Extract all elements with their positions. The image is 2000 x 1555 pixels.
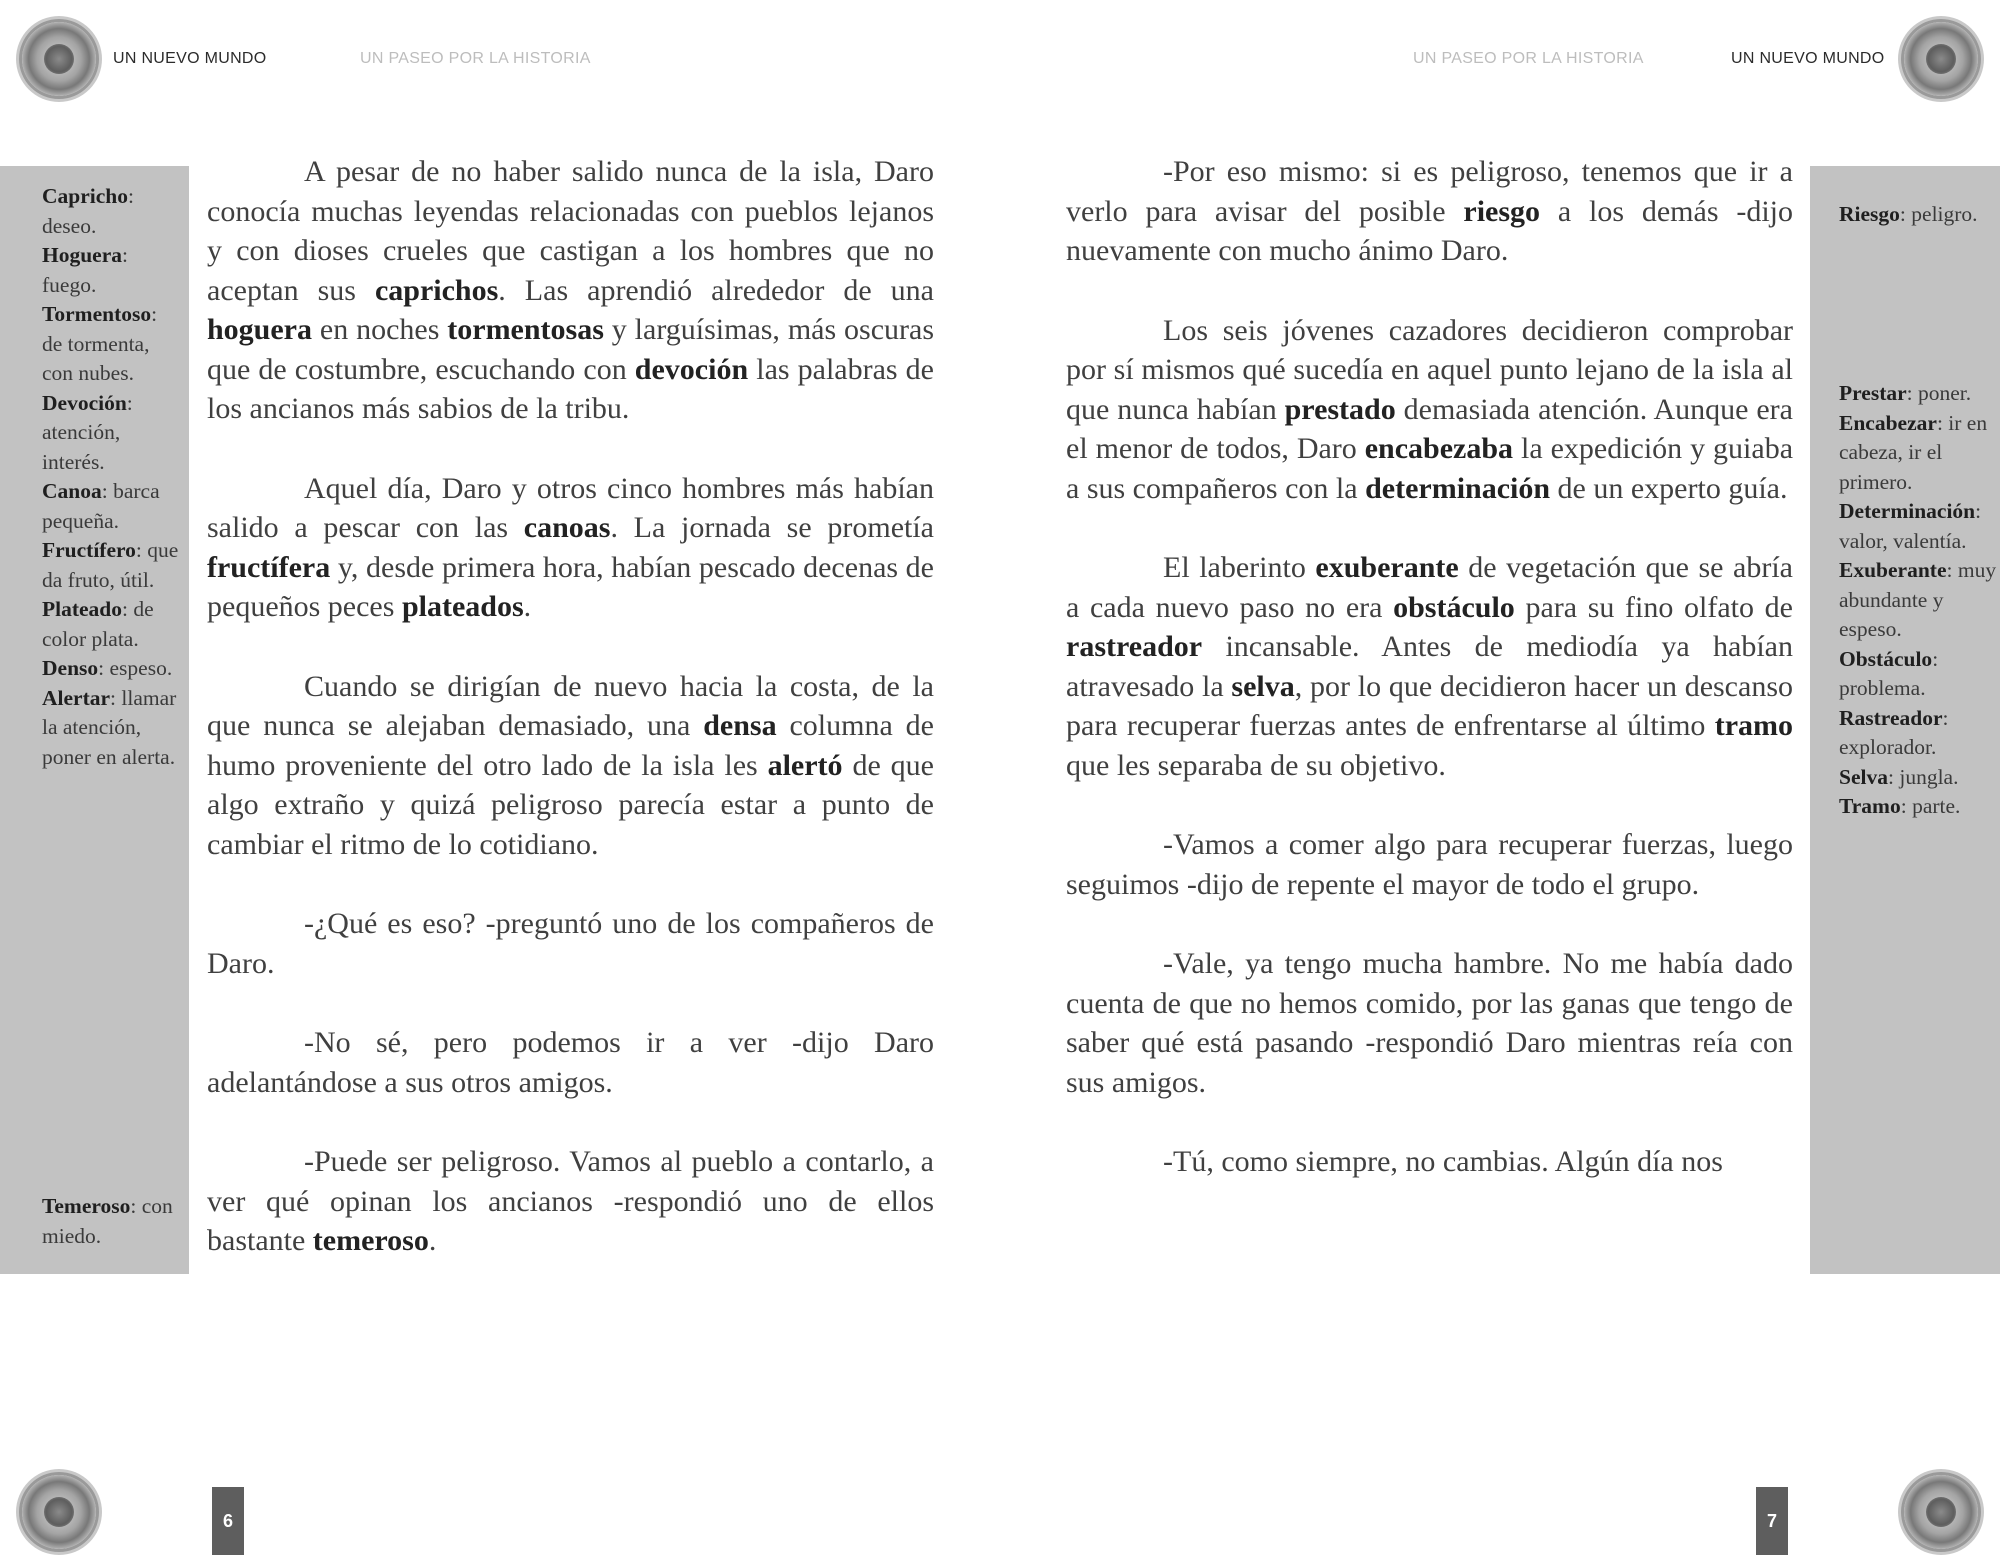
glossary-word: tormentosas bbox=[447, 313, 604, 346]
glossary-group-bottom bbox=[1839, 379, 1997, 822]
header-title: UN NUEVO MUNDO bbox=[113, 50, 267, 67]
glossary-definition: llamar la atención, poner en alerta. bbox=[42, 685, 177, 769]
glossary-term: Fructífero bbox=[42, 538, 136, 562]
glossary-definition: poner. bbox=[1918, 381, 1972, 405]
paragraph: -Puede ser peligroso. Vamos al pueblo a contarlo, a ver qué opinan los ancianos -respondió uno de ellos bastante temeroso. bbox=[207, 1145, 934, 1257]
glossary-term: Capricho bbox=[42, 184, 128, 208]
glossary-definition: de tormenta, con nubes. bbox=[42, 331, 150, 385]
body-text bbox=[207, 152, 934, 1301]
glossary-word: alertó bbox=[767, 748, 843, 782]
glossary-entry: Devoción: atención, interés. bbox=[42, 390, 133, 474]
glossary-word: encabezaba bbox=[1364, 432, 1514, 465]
glossary-entry: Temeroso: con miedo. bbox=[42, 1194, 173, 1248]
glossary-term: Encabezar bbox=[1839, 410, 1937, 435]
glossary-word: plateados bbox=[401, 590, 524, 623]
sun-emblem-icon bbox=[1904, 1475, 1978, 1549]
page-number: 7 bbox=[1756, 1487, 1788, 1555]
glossary-definition: espeso. bbox=[109, 656, 173, 680]
glossary-entry: Tormentoso: de tormenta, con nubes. bbox=[42, 302, 158, 385]
glossary-entry: Exuberante: muy abundante y espeso. bbox=[1839, 558, 1997, 641]
glossary-term: Riesgo bbox=[1839, 202, 1900, 226]
glossary-word: temeroso bbox=[312, 1224, 429, 1257]
glossary-group-bottom bbox=[42, 1192, 182, 1251]
glossary-term: Canoa bbox=[42, 479, 102, 503]
glossary-entry: Prestar: poner. bbox=[1839, 381, 1972, 405]
glossary-entry: Capricho: deseo. bbox=[42, 184, 134, 238]
paragraph: -No sé, pero podemos ir a ver -dijo Daro adelantándose a sus otros amigos. bbox=[207, 1026, 934, 1099]
paragraph: A pesar de no haber salido nunca de la isla, Daro conocía muchas leyendas relacionadas con pueblos lejanos y con dioses crueles que castigan a los hombres que no aceptan sus caprichos. Las aprendió alrededor de una hoguera en noches tormentosas y larguísimas, más oscuras que de costumbre, escuchando con devoción las palabras de los ancianos más sabios de la tribu. bbox=[207, 155, 934, 425]
glossary-entry: Determinación: valor, valentía. bbox=[1839, 499, 1982, 553]
glossary-term: Plateado bbox=[42, 597, 123, 621]
glossary-definition: atención, interés. bbox=[42, 420, 121, 474]
glossary-term: Prestar bbox=[1839, 381, 1907, 405]
glossary-entry: Denso: espeso. bbox=[42, 656, 173, 680]
glossary-definition: barca pequeña. bbox=[42, 479, 160, 533]
glossary-word: prestado bbox=[1284, 392, 1396, 426]
glossary-definition: fuego. bbox=[42, 272, 97, 297]
glossary-word: canoas bbox=[523, 511, 611, 544]
glossary-definition: de color plata. bbox=[42, 597, 154, 651]
paragraph: -Vamos a comer algo para recuperar fuerzas, luego seguimos -dijo de repente el mayor de todo el grupo. bbox=[1066, 828, 1793, 901]
body-text bbox=[1066, 152, 1793, 1222]
glossary-definition: muy abundante y espeso. bbox=[1839, 558, 1997, 641]
glossary-definition: explorador. bbox=[1839, 735, 1937, 759]
glossary-definition: con miedo. bbox=[42, 1194, 173, 1248]
glossary-sidebar bbox=[1810, 166, 2000, 1274]
glossary-term: Alertar bbox=[42, 685, 111, 710]
glossary-sidebar bbox=[0, 166, 189, 1274]
glossary-entry: Encabezar: ir en cabeza, ir el primero. bbox=[1839, 410, 1988, 494]
glossary-definition: valor, valentía. bbox=[1839, 528, 1967, 553]
glossary-entry: Alertar: llamar la atención, poner en alerta. bbox=[42, 685, 177, 769]
paragraph: -Tú, como siempre, no cambias. Algún día nos bbox=[1163, 1145, 1723, 1178]
glossary-term: Obstáculo bbox=[1839, 646, 1933, 671]
glossary-term: Tramo bbox=[1839, 794, 1901, 818]
glossary-definition: ir en cabeza, ir el primero. bbox=[1839, 410, 1988, 494]
glossary-entry: Obstáculo: problema. bbox=[1839, 646, 1939, 700]
glossary-group-top bbox=[42, 182, 182, 772]
paragraph: Aquel día, Daro y otros cinco hombres más habían salido a pescar con las canoas. La jornada se prometía fructífera y, desde primera hora, habían pescado decenas de pequeños peces plateados. bbox=[207, 471, 934, 623]
glossary-word: obstáculo bbox=[1393, 590, 1515, 624]
glossary-term: Selva bbox=[1839, 764, 1888, 789]
header-subtitle: UN PASEO POR LA HISTORIA bbox=[360, 50, 591, 67]
glossary-word: exuberante bbox=[1315, 551, 1459, 584]
glossary-word: fructífera bbox=[207, 550, 331, 584]
glossary-definition: problema. bbox=[1839, 676, 1926, 700]
header-subtitle: UN PASEO POR LA HISTORIA bbox=[1413, 50, 1644, 67]
glossary-word: densa bbox=[703, 709, 777, 742]
glossary-entry: Riesgo: peligro. bbox=[1839, 202, 1978, 226]
glossary-word: devoción bbox=[634, 352, 749, 386]
sun-emblem-icon bbox=[22, 1475, 96, 1549]
glossary-definition: jungla. bbox=[1899, 764, 1959, 789]
header-title: UN NUEVO MUNDO bbox=[1731, 50, 1885, 67]
glossary-entry: Hoguera: fuego. bbox=[42, 243, 129, 297]
glossary-definition: peligro. bbox=[1911, 202, 1978, 226]
glossary-word: caprichos bbox=[374, 273, 499, 307]
glossary-word: tramo bbox=[1714, 709, 1793, 742]
glossary-definition: parte. bbox=[1912, 794, 1961, 818]
glossary-entry: Fructífero: que da fruto, útil. bbox=[42, 538, 179, 592]
glossary-definition: que da fruto, útil. bbox=[42, 538, 179, 592]
glossary-term: Devoción bbox=[42, 390, 127, 415]
glossary-definition: deseo. bbox=[42, 213, 97, 238]
paragraph: -Por eso mismo: si es peligroso, tenemos que ir a verlo para avisar del posible riesgo a los demás -dijo nuevamente con mucho ánimo Daro. bbox=[1066, 155, 1793, 267]
glossary-term: Hoguera bbox=[42, 243, 123, 267]
glossary-term: Temeroso bbox=[42, 1194, 131, 1218]
paragraph: El laberinto exuberante de vegetación que se abría a cada nuevo paso no era obstáculo para su fino olfato de rastreador incansable. Antes de mediodía ya habían atravesado la selva, por lo que decidieron hacer un descanso para recuperar fuerzas antes de enfrentarse al último tramo que les separaba de su objetivo. bbox=[1066, 551, 1793, 782]
glossary-entry: Rastreador: explorador. bbox=[1839, 705, 1949, 759]
glossary-word: rastreador bbox=[1066, 630, 1203, 663]
glossary-group-top bbox=[1839, 200, 1997, 230]
glossary-word: determinación bbox=[1365, 471, 1551, 505]
glossary-entry: Tramo: parte. bbox=[1839, 794, 1961, 818]
sun-emblem-icon bbox=[1904, 22, 1978, 96]
glossary-entry: Canoa: barca pequeña. bbox=[42, 479, 160, 533]
sun-emblem-icon bbox=[22, 22, 96, 96]
right-page bbox=[1000, 0, 2000, 1555]
paragraph: Cuando se dirigían de nuevo hacia la costa, de la que nunca se alejaban demasiado, una densa columna de humo proveniente del otro lado de la isla les alertó de que algo extraño y quizá peligroso parecía estar a punto de cambiar el ritmo de lo cotidiano. bbox=[207, 669, 934, 861]
glossary-word: selva bbox=[1231, 669, 1295, 703]
paragraph: -¿Qué es eso? -preguntó uno de los compañeros de Daro. bbox=[207, 907, 934, 980]
glossary-term: Determinación bbox=[1839, 499, 1976, 523]
glossary-term: Denso bbox=[42, 656, 99, 680]
glossary-term: Rastreador bbox=[1839, 705, 1943, 730]
glossary-entry: Plateado: de color plata. bbox=[42, 597, 154, 651]
glossary-term: Tormentoso bbox=[42, 302, 152, 326]
glossary-word: riesgo bbox=[1463, 194, 1541, 228]
glossary-term: Exuberante bbox=[1839, 558, 1947, 582]
paragraph: -Vale, ya tengo mucha hambre. No me había dado cuenta de que no hemos comido, por las ganas que tengo de saber qué está pasando -respondió Daro mientras reía con sus amigos. bbox=[1066, 947, 1793, 1099]
glossary-entry: Selva: jungla. bbox=[1839, 764, 1959, 789]
paragraph: Los seis jóvenes cazadores decidieron comprobar por sí mismos qué sucedía en aquel punto lejano de la isla al que nunca habían prestado demasiada atención. Aunque era el menor de todos, Daro encabezaba la expedición y guiaba a sus compañeros con la determinación de un experto guía. bbox=[1066, 313, 1794, 505]
glossary-word: hoguera bbox=[207, 313, 312, 346]
page-number: 6 bbox=[212, 1487, 244, 1555]
